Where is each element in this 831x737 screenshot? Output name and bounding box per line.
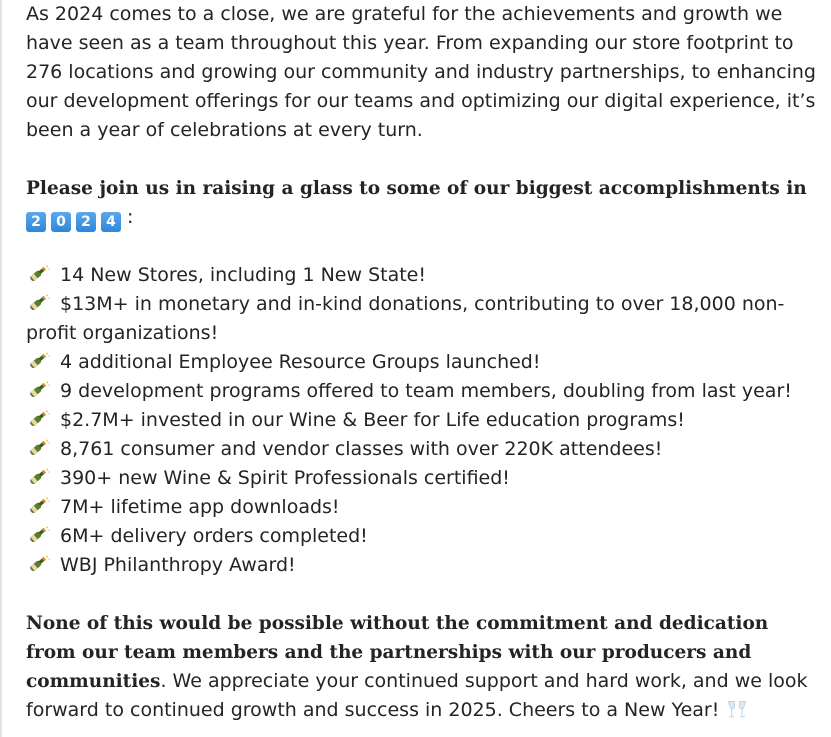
list-item-text: $13M+ in monetary and in-kind donations, contributing to over 18,000 non-profit organizations!: [26, 293, 785, 344]
clinking-glasses-icon: [725, 698, 749, 720]
heading-text: Please join us in raising a glass to some of our biggest accomplishments in: [26, 178, 807, 199]
list-item-text: 7M+ lifetime app downloads!: [60, 496, 340, 518]
closing-bold-text: None of this would be possible without the commitment and dedication from our team members and the partnerships with our producers and communities: [26, 613, 769, 692]
list-item: [26, 261, 816, 290]
accomplishments-heading: [26, 174, 816, 232]
list-item-text: 9 development programs offered to team members, doubling from last year!: [60, 380, 792, 402]
spacer: [26, 145, 816, 174]
list-item: [26, 406, 816, 435]
list-item: [26, 493, 816, 522]
intro-paragraph: As 2024 comes to a close, we are grateful for the achievements and growth we have seen as a team throughout this year. From expanding our store footprint to 276 locations and growing our community and industry partnerships, to enhancing our development offerings for our teams and optimizing our digital experience, it’s been a year of celebrations at every turn.: [26, 3, 816, 141]
list-item: [26, 377, 816, 406]
closing-paragraph: [26, 609, 816, 725]
list-item-text: 8,761 consumer and vendor classes with over 220K attendees!: [60, 438, 663, 460]
champagne-bottle-icon: [26, 351, 50, 371]
champagne-bottle-icon: [26, 525, 50, 545]
keycap-digit-icon: 0: [51, 212, 71, 232]
spacer: [26, 232, 816, 261]
list-item: [26, 464, 816, 493]
keycap-digit-icon: 2: [26, 212, 46, 232]
list-item-text: 14 New Stores, including 1 New State!: [60, 264, 426, 286]
closing-text: We appreciate your continued support and hard work, and we look forward to continued growth and success in 2025. Cheers to a New Year!: [26, 670, 808, 721]
list-item: [26, 522, 816, 551]
list-item: [26, 435, 816, 464]
heading-colon: :: [127, 206, 134, 228]
spacer: [26, 580, 816, 609]
accomplishment-list: [26, 261, 816, 580]
list-item-text: $2.7M+ invested in our Wine & Beer for Life education programs!: [60, 409, 685, 431]
champagne-bottle-icon: [26, 496, 50, 516]
keycap-digit-icon: 2: [76, 212, 96, 232]
list-item-text: WBJ Philanthropy Award!: [60, 554, 296, 576]
champagne-bottle-icon: [26, 467, 50, 487]
left-border: [0, 0, 2, 737]
champagne-bottle-icon: [26, 264, 50, 284]
keycap-digit-icon: 4: [101, 212, 121, 232]
list-item: [26, 551, 816, 580]
list-item: [26, 348, 816, 377]
champagne-bottle-icon: [26, 293, 50, 313]
post-body: [26, 0, 816, 725]
list-item: [26, 290, 816, 348]
champagne-bottle-icon: [26, 554, 50, 574]
year-keycaps: [26, 212, 121, 232]
list-item-text: 390+ new Wine & Spirit Professionals certified!: [60, 467, 510, 489]
list-item-text: 6M+ delivery orders completed!: [60, 525, 368, 547]
closing-period: .: [160, 670, 167, 692]
list-item-text: 4 additional Employee Resource Groups launched!: [60, 351, 541, 373]
champagne-bottle-icon: [26, 438, 50, 458]
champagne-bottle-icon: [26, 380, 50, 400]
champagne-bottle-icon: [26, 409, 50, 429]
